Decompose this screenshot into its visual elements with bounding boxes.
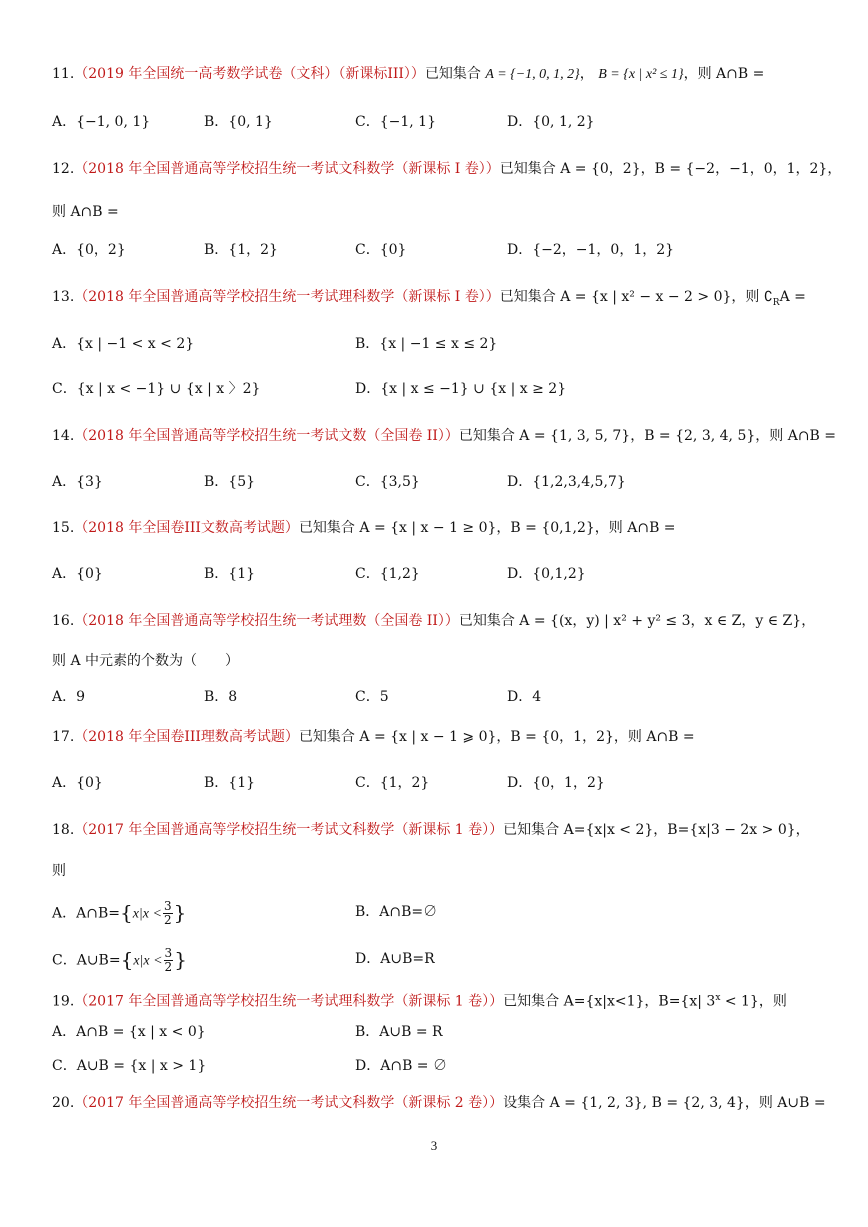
brace-close: } [173, 900, 187, 925]
option-d: D．A∪B=R [355, 951, 435, 967]
question-stem-end: < 1}，则 [720, 993, 787, 1010]
question-stem-end: A = [779, 289, 806, 305]
option-a: A．{x | −1 < x < 2} [52, 336, 195, 352]
question-number: 11. [52, 66, 75, 82]
option-d: D．{x | x ≤ −1} ∪ {x | x ≥ 2} [355, 381, 567, 397]
option-c-set: x|x < [133, 953, 163, 969]
numerator: 3 [163, 899, 172, 913]
option-c: C．{1，2} [355, 775, 430, 791]
question-13 [52, 287, 806, 313]
question-number: 17. [52, 729, 75, 745]
option-a: A．A∩B = {x | x < 0} [52, 1024, 206, 1040]
question-source: （2018 年全国普通高等学校招生统一考试理数（全国卷 II）） [74, 613, 459, 629]
question-12-ask: 则 A∩B = [52, 204, 119, 220]
question-number: 12. [52, 161, 75, 177]
option-b: B．A∩B=∅ [355, 904, 438, 920]
option-d: D．4 [507, 689, 542, 705]
option-b: B．{0, 1} [204, 114, 273, 130]
option-d: D．A∩B = ∅ [355, 1058, 447, 1074]
question-14 [52, 426, 836, 446]
option-c: C．5 [355, 689, 389, 705]
set-b: B = {x | x² ≤ 1} [598, 67, 684, 82]
fraction-three-halves [163, 900, 173, 927]
question-ask: ，则 A∩B = [683, 66, 765, 82]
option-b: B．{x | −1 ≤ x ≤ 2} [355, 336, 498, 352]
option-d: D．{−2，−1，0，1，2} [507, 242, 675, 258]
question-15 [52, 518, 676, 538]
option-c: C．{0} [355, 242, 407, 258]
option-a: A．{0，2} [52, 242, 126, 258]
option-b: B．A∪B = R [355, 1024, 443, 1040]
option-b: B．{5} [204, 474, 256, 490]
question-source: （2019 年全国统一高考数学试卷（文科）（新课标III）） [74, 66, 425, 82]
option-b: B．{1} [204, 566, 256, 582]
question-source: （2018 年全国普通高等学校招生统一考试文数（全国卷 II）） [74, 428, 459, 444]
question-stem: 已知集合 A = {0，2}，B = {−2，−1，0，1，2}， [499, 161, 842, 177]
question-16 [52, 611, 815, 631]
question-source: （2017 年全国普通高等学校招生统一考试理科数学（新课标 1 卷）） [74, 993, 504, 1010]
brace-open: { [120, 947, 134, 972]
option-a [52, 900, 186, 927]
question-number: 18. [52, 822, 75, 838]
question-20 [52, 1093, 826, 1113]
brace-close: } [174, 947, 187, 972]
page-number: 3 [430, 1138, 438, 1153]
question-17 [52, 727, 695, 747]
question-number: 19. [52, 993, 75, 1010]
option-d: D．{0,1,2} [507, 566, 586, 582]
option-c: C．{3,5} [355, 474, 420, 490]
question-11: 11.（2019 年全国统一高考数学试卷（文科）（新课标III））已知集合 A = {−1, 0, 1, 2}， B = {x | x² ≤ 1}，则 A∩B = [52, 66, 765, 82]
option-a: A．{−1, 0, 1} [52, 114, 151, 130]
option-b: B．{1，2} [204, 242, 278, 258]
numerator: 3 [164, 946, 173, 960]
question-number: 20. [52, 1095, 75, 1111]
question-stem: 已知集合 A={x|x < 2}，B={x|3 − 2x > 0}， [503, 822, 810, 838]
question-12 [52, 159, 841, 179]
option-b: B．{1} [204, 775, 256, 791]
question-18-line2: 则 [52, 863, 66, 879]
exponent: x [715, 993, 721, 1003]
set-a: A = {−1, 0, 1, 2} [485, 67, 580, 82]
fraction-three-halves [164, 947, 174, 974]
denominator: 2 [163, 913, 172, 927]
option-c: C．{x | x < −1} ∪ {x | x 〉2} [52, 381, 261, 397]
option-c [52, 947, 187, 974]
denominator: 2 [164, 960, 173, 974]
question-source: （2018 年全国普通高等学校招生统一考试文科数学（新课标 I 卷）） [74, 161, 500, 177]
question-number: 13. [52, 289, 75, 305]
option-a: A．{0} [52, 775, 103, 791]
brace-open: { [119, 900, 133, 925]
option-a: A．9 [52, 689, 86, 705]
option-a: A．{0} [52, 566, 103, 582]
question-stem: 已知集合 A = {(x，y) | x² + y² ≤ 3，x ∈ Z，y ∈ Z}， [458, 613, 816, 629]
option-c: C．{1,2} [355, 566, 420, 582]
question-number: 15. [52, 520, 75, 536]
question-source: （2018 年全国卷III文数高考试题） [74, 520, 299, 536]
question-stem: 已知集合 A = {x | x − 1 ≥ 0}，B = {0,1,2}，则 A∩B = [298, 520, 676, 536]
option-b: B．8 [204, 689, 238, 705]
question-stem: 已知集合 A={x|x<1}，B={x| 3 [503, 993, 716, 1010]
option-d: D．{1,2,3,4,5,7} [507, 474, 626, 490]
question-stem: 设集合 A = {1, 2, 3}, B = {2, 3, 4}，则 A∪B = [503, 1095, 826, 1111]
option-a-prefix: A．A∩B= [52, 905, 120, 922]
question-source: （2017 年全国普通高等学校招生统一考试文科数学（新课标 1 卷）） [74, 822, 504, 838]
question-stem: 已知集合 A = {x | x − 1 ⩾ 0}，B = {0，1，2}，则 A∩B = [298, 729, 695, 745]
question-stem: 已知集合 [424, 66, 481, 82]
option-c: C．{−1, 1} [355, 114, 436, 130]
complement-subscript: R [772, 297, 780, 308]
question-number: 14. [52, 428, 75, 444]
question-18 [52, 820, 810, 840]
question-stem: 已知集合 A = {x | x² − x − 2 > 0}，则 ∁ [499, 289, 773, 305]
option-c-prefix: C．A∪B= [52, 952, 121, 969]
question-source: （2017 年全国普通高等学校招生统一考试文科数学（新课标 2 卷）） [74, 1095, 504, 1111]
question-stem: 已知集合 A = {1, 3, 5, 7}，B = {2, 3, 4, 5}，则 A∩B = [458, 428, 837, 444]
option-a-set: x|x < [132, 906, 162, 922]
option-d: D．{0，1，2} [507, 775, 605, 791]
question-16-line2: 则 A 中元素的个数为（ ） [52, 653, 240, 669]
question-source: （2018 年全国普通高等学校招生统一考试理科数学（新课标 I 卷）） [74, 289, 500, 305]
option-a: A．{3} [52, 474, 103, 490]
question-19 [52, 988, 787, 1012]
option-d: D．{0, 1, 2} [507, 114, 595, 130]
option-c: C．A∪B = {x | x > 1} [52, 1058, 207, 1074]
question-number: 16. [52, 613, 75, 629]
question-source: （2018 年全国卷III理数高考试题） [74, 729, 299, 745]
